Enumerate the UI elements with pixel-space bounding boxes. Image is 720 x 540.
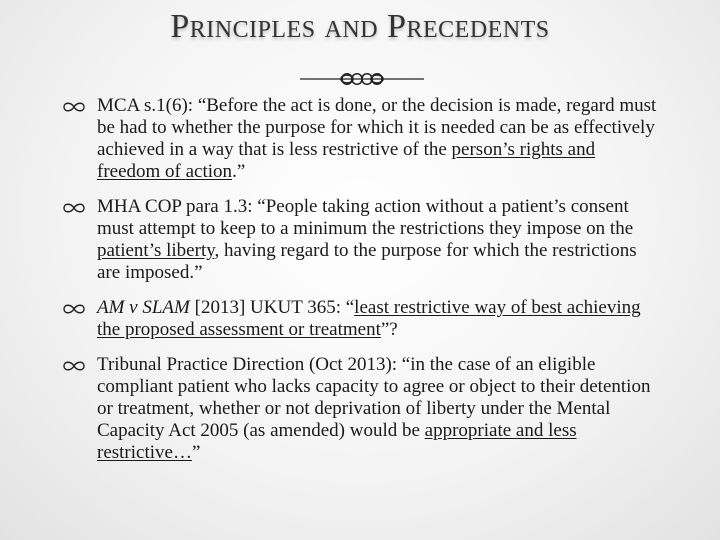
underlined-quote: least restrictive way of best achieving the proposed assessment or treatment [97,297,641,340]
bullet-item [62,354,662,464]
bullet-text-segment: , having regard to the purpose for which the restrictions are imposed.” [97,240,637,283]
bullet-text-segment: MCA s.1(6): “Before the act is done, or the decision is made, regard must be had to whether the purpose for which it is needed can be as effectively achieved in a way that is less restrictive of the [97,95,657,160]
bullet-text-segment: ”? [380,319,398,340]
ornamental-divider-icon [300,66,424,92]
scroll-bullet-icon [62,359,86,373]
bullet-text-segment: Tribunal Practice Direction (Oct 2013): “in the case of an eligible compliant patient who lacks capacity to agree or object to their detention or treatment, whether or not deprivation of liberty under the Mental Capacity Act 2005 (as amended) would be [97,354,651,441]
bullet-text-segment: [2013] UKUT 365: “ [189,297,355,318]
bullet-text [97,95,656,182]
bullet-text-segment: ” [191,442,201,463]
bullet-item [62,95,662,183]
bullet-text-segment: .” [232,161,246,182]
scroll-bullet-icon [62,201,86,215]
case-name: AM v SLAM [97,297,190,318]
bullet-item [62,297,662,341]
bullet-text [97,354,650,463]
scroll-bullet-icon [62,100,86,114]
scroll-bullet-icon [62,302,86,316]
bullet-list [62,95,662,477]
underlined-quote: appropriate and less restrictive… [97,420,577,463]
bullet-item [62,196,662,284]
underlined-quote: patient’s liberty [97,240,215,261]
slide-title: Principles and Precedents [170,8,550,45]
bullet-text [97,297,641,340]
bullet-text-segment: MHA COP para 1.3: “People taking action without a patient’s consent must attempt to keep to a minimum the restrictions they impose on the [97,196,634,239]
underlined-quote: person’s rights and freedom of action [97,139,596,182]
bullet-text [97,196,637,283]
